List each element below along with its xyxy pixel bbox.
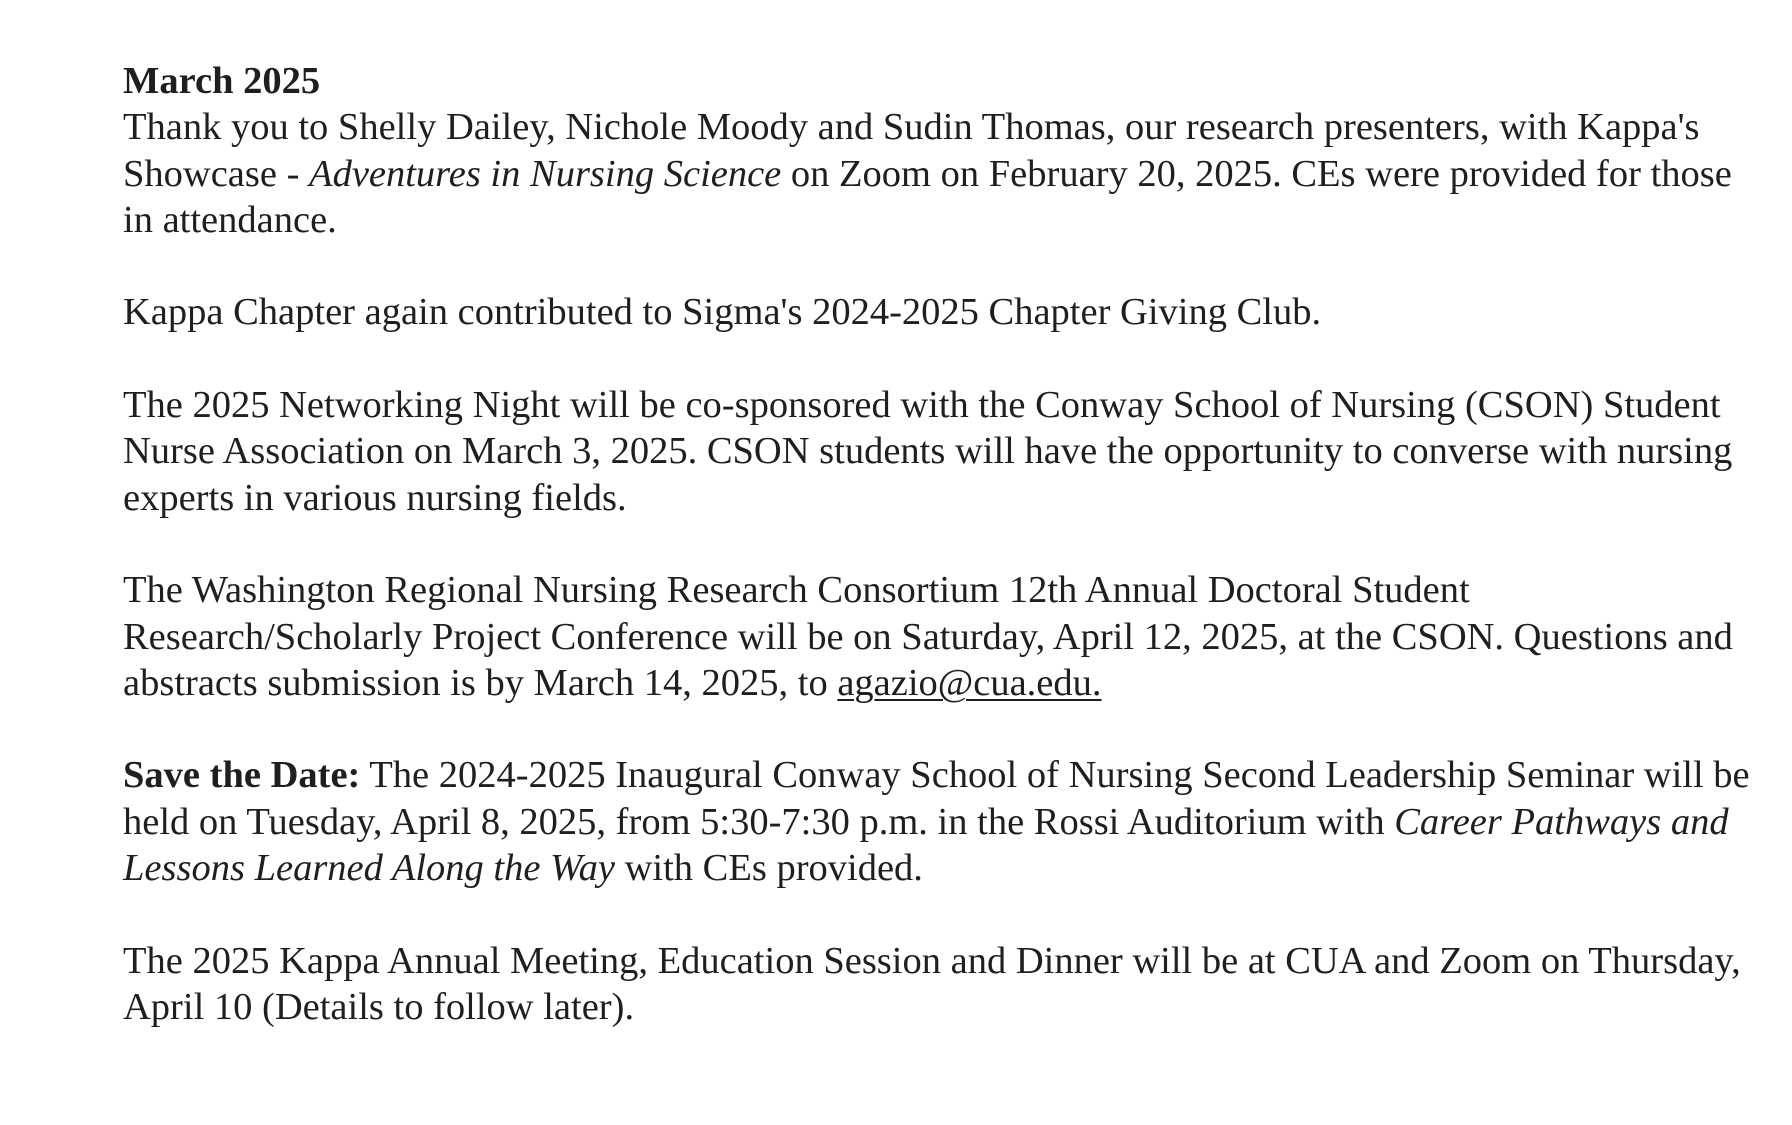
seminar-title: Career Pathways and Lessons Learned Along the Way	[123, 800, 1729, 890]
save-the-date-label: Save the Date:	[123, 754, 361, 797]
paragraph-showcase-thanks	[123, 104, 1763, 243]
section-heading: March 2025	[123, 60, 321, 102]
showcase-title: Adventures in Nursing Science	[309, 152, 782, 195]
newsletter-section	[123, 58, 1763, 1077]
giving-club-text: Kappa Chapter again contributed to Sigma's 2024-2025 Chapter Giving Club.	[123, 291, 1322, 334]
seminar-text-before: The 2024-2025 Inaugural Conway School of Nursing Second Leadership Seminar will be held on Tuesday, April 8, 2025, from 5:30-7:30 p.m. in the Rossi Auditorium with	[123, 754, 1750, 843]
annual-meeting-text: The 2025 Kappa Annual Meeting, Education Session and Dinner will be at CUA and Zoom on Thursday, April 10 (Details to follow later).	[123, 939, 1741, 1028]
conference-text: The Washington Regional Nursing Research Consortium 12th Annual Doctoral Student Research/Scholarly Project Conference will be on Saturday, April 12, 2025, at the CSON. Questions and abstracts submission is by March 14, 2025, to	[123, 569, 1733, 704]
showcase-text-before: Thank you to Shelly Dailey, Nichole Moody and Sudin Thomas, our research presenters, with Kappa's Showcase -	[123, 106, 1700, 195]
seminar-text-after: with CEs provided.	[614, 847, 923, 890]
email-link[interactable]: agazio@cua.edu.	[837, 661, 1102, 704]
paragraph-save-the-date	[123, 752, 1763, 891]
paragraph-giving-club	[123, 289, 1763, 335]
paragraph-networking-night	[123, 382, 1763, 521]
paragraph-research-conference	[123, 567, 1763, 706]
showcase-text-after: on Zoom on February 20, 2025. CEs were provided for those in attendance.	[123, 152, 1732, 241]
networking-night-text: The 2025 Networking Night will be co-sponsored with the Conway School of Nursing (CSON) Student Nurse Association on March 3, 2025. CSON students will have the opportunity to converse with nursing experts in various nursing fields.	[123, 384, 1733, 519]
paragraph-annual-meeting	[123, 938, 1763, 1031]
